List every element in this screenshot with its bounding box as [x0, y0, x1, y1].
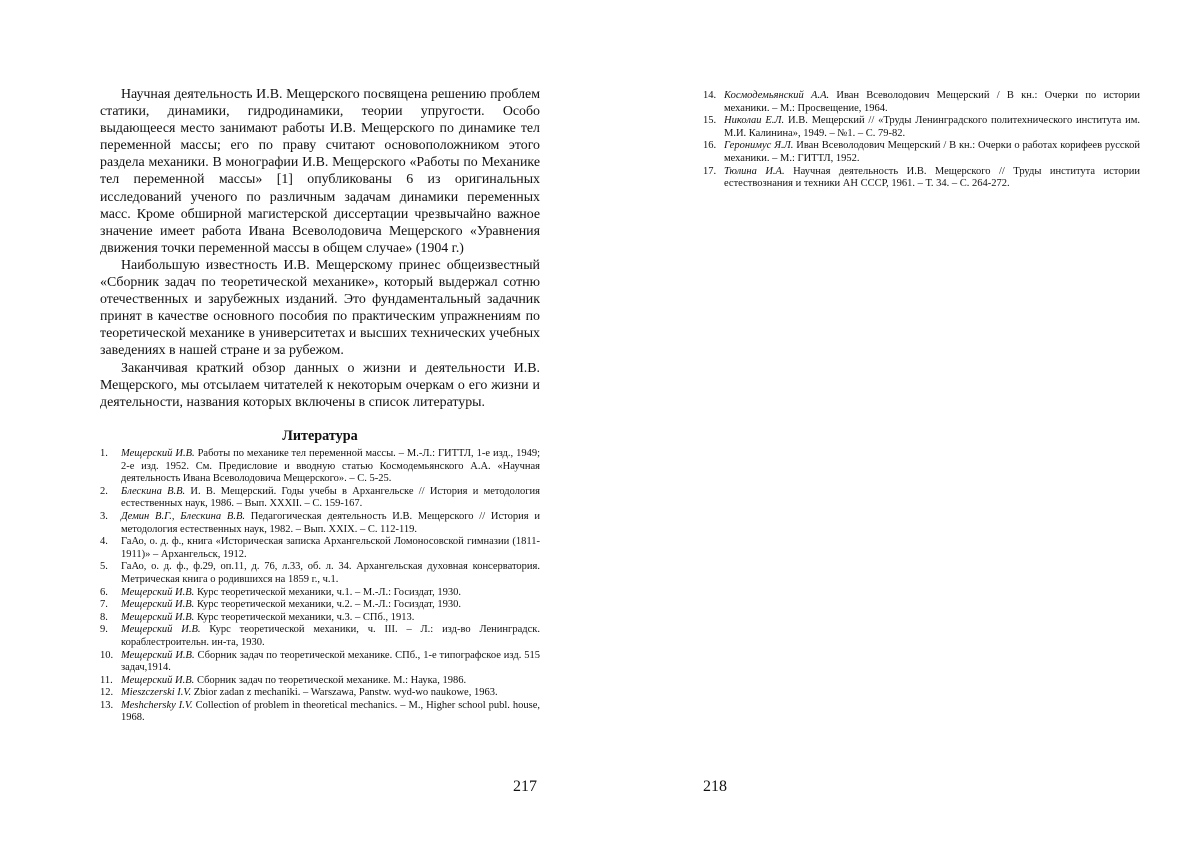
reference-number: 9. [100, 624, 108, 636]
reference-number: 13. [100, 699, 114, 711]
reference-text: Научная деятельность И.В. Мещерского // Труды института истории естествознания и техники АН СССР, 1961. – Т. 34. – С. 264-272. [724, 165, 1140, 190]
right-page [703, 0, 1140, 848]
reference-author: Космодемьянский А.А. [724, 90, 830, 101]
reference-number: 14. [703, 90, 717, 101]
reference-author: Геронимус Я.Л. [724, 140, 794, 152]
reference-number: 10. [100, 649, 114, 661]
reference-text: Работы по механике тел переменной массы. – М.-Л.: ГИТТЛ, 1-е изд., 1949; 2-е изд. 1952. См. Предисловие и вводную статью Космодемьянского А.А. «Научная деятельность Ивана Всеволодовича Мещерского». – С. 5-25. [121, 448, 540, 485]
page-number: 217 [513, 778, 537, 795]
reference-author: Мещерский И.В. [121, 649, 195, 661]
reference-item [100, 599, 540, 612]
reference-author: Mieszczerski I.V. [121, 687, 192, 699]
reference-number: 4. [100, 536, 108, 548]
reference-author: Мещерский И.В. [121, 624, 201, 636]
reference-text: Курс теоретической механики, ч.2. – М.-Л.: Госиздат, 1930. [194, 599, 461, 611]
reference-author: Николаи Е.Л. [724, 115, 785, 127]
literature-heading: Литература [282, 428, 358, 444]
reference-item [703, 140, 1140, 165]
reference-text: ГаАо, о. д. ф., ф.29, оп.11, д. 76, л.33, об. л. 34. Архангельская духовная консерватория. Метрическая книга о родившихся на 1859 г., ч.1. [121, 561, 540, 585]
reference-author: Мещерский И.В. [121, 599, 195, 611]
reference-number: 8. [100, 611, 108, 623]
reference-item [703, 166, 1140, 191]
reference-text: Курс теоретической механики, ч. III. – Л.: изд-во Ленинградск. кораблестроительн. ин-та, 1930. [121, 624, 540, 648]
reference-item [100, 511, 540, 536]
reference-number: 2. [100, 485, 108, 497]
paragraph-2: Наибольшую известность И.В. Мещерскому принес общеизвестный «Сборник задач по теоретической механике», который выдержал сотню отечественных и зарубежных изданий. Это фундаментальный задачник принят в качестве основного пособия по практическим упражнениям по теоретической механике в университетах и высших технических учебных заведениях в нашей стране и за рубежом. [100, 257, 540, 359]
reference-item [703, 90, 1140, 115]
reference-text: Педагогическая деятельность И.В. Мещерского // История и методология естественных наук, 1982. – Вып. XXIX. – С. 112-119. [121, 510, 540, 535]
left-page [100, 0, 540, 848]
reference-author: Meshchersky I.V. [121, 699, 193, 711]
reference-text: Курс теоретической механики, ч.3. – СПб., 1913. [194, 611, 415, 623]
reference-item [703, 115, 1140, 140]
reference-item [100, 687, 540, 700]
reference-item [100, 536, 540, 561]
reference-text: Zbior zadan z mechaniki. – Warszawa, Panstw. wyd-wo naukowe, 1963. [191, 687, 498, 699]
reference-author: Блескина В.В. [121, 485, 186, 497]
reference-number: 3. [100, 510, 108, 522]
reference-item [100, 561, 540, 586]
reference-text: Иван Всеволодович Мещерский / В кн.: Очерки по истории механики. – М.: Просвещение, 1964. [724, 90, 1140, 114]
reference-text: Сборник задач по теоретической механике. СПб., 1-е типографское изд. 515 задач,1914. [121, 649, 540, 674]
reference-number: 15. [703, 115, 717, 127]
reference-number: 17. [703, 165, 717, 177]
reference-text: Иван Всеволодович Мещерский / В кн.: Очерки о работах корифеев русской механики. – М.: ГИТТЛ, 1952. [724, 140, 1140, 164]
reference-item [100, 486, 540, 511]
reference-list [703, 90, 1140, 191]
reference-text: И. В. Мещерский. Годы учебы в Архангельске // История и методология естественных наук, 1986. – Вып. XXXII. – С. 159-167. [121, 485, 540, 510]
paragraph-3: Заканчивая краткий обзор данных о жизни и деятельности И.В. Мещерского, мы отсылаем читателей к некоторым очеркам о его жизни и деятельности, названия которых включены в список литературы. [100, 360, 540, 410]
reference-item [100, 700, 540, 725]
reference-author: Тюлина И.А. [724, 165, 785, 177]
reference-author: Мещерский И.В. [121, 611, 195, 623]
reference-item [100, 650, 540, 675]
reference-author: Мещерский И.В. [121, 586, 195, 598]
reference-number: 6. [100, 586, 108, 598]
reference-author: Демин В.Г., Блескина В.В. [121, 510, 245, 522]
page-number: 218 [703, 778, 727, 795]
body-text [100, 86, 540, 411]
reference-text: Collection of problem in theoretical mechanics. – M., Higher school publ. house, 1968. [121, 699, 540, 724]
reference-item [100, 675, 540, 688]
reference-number: 1. [100, 448, 108, 459]
reference-number: 5. [100, 561, 108, 573]
reference-item [100, 612, 540, 625]
reference-item [100, 587, 540, 600]
reference-number: 7. [100, 599, 108, 611]
reference-text: И.В. Мещерский // «Труды Ленинградского политехнического института им. М.И. Калинина», 1949. – №1. – С. 79-82. [724, 115, 1140, 139]
reference-text: ГаАо, о. д. ф., книга «Историческая записка Архангельской Ломоносовской гимназии (1811-1911)» – Архангельск, 1912. [121, 536, 540, 560]
reference-text: Сборник задач по теоретической механике. М.: Наука, 1986. [194, 674, 467, 686]
reference-text: Курс теоретической механики, ч.1. – М.-Л.: Госиздат, 1930. [194, 586, 461, 598]
reference-author: Мещерский И.В. [121, 674, 195, 686]
reference-list [100, 448, 540, 725]
reference-item [100, 448, 540, 486]
reference-item [100, 624, 540, 649]
reference-number: 16. [703, 140, 717, 152]
reference-author: Мещерский И.В. [121, 448, 195, 459]
reference-number: 12. [100, 687, 114, 699]
reference-number: 11. [100, 674, 113, 686]
paragraph-1: Научная деятельность И.В. Мещерского посвящена решению проблем статики, динамики, гидродинамики, теории упругости. Особо выдающееся место занимают работы И.В. Мещерского по динамике тел переменной массы; его по праву считают основоположником этого раздела механики. В монографии И.В. Мещерского «Работы по Механике тел переменной массы» [1] опубликованы 6 из оригинальных исследований ученого по различным задачам динамики переменных масс. Кроме обширной магистерской диссертации чрезвычайно важное значение имеет работа Ивана Всеволодовича Мещерского «Уравнения движения точки переменной массы в общем случае» (1904 г.) [100, 87, 540, 256]
